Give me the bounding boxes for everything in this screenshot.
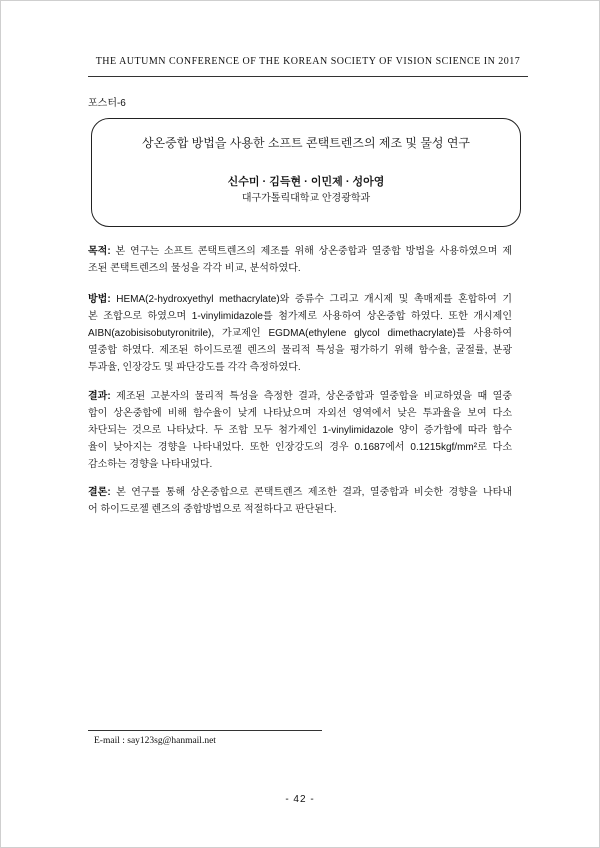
abstract-section-result xyxy=(88,388,512,473)
abstract-section-purpose xyxy=(88,243,512,277)
page-number: - 42 - xyxy=(285,794,315,805)
abstract-line: 합이 상온중합에 비해 함수율이 낮게 나타났으며 자외선 영역에서 낮은 투과율을 보여 다소 xyxy=(88,408,512,419)
footnote-rule xyxy=(88,730,322,731)
conference-header: THE AUTUMN CONFERENCE OF THE KOREAN SOCIETY OF VISION SCIENCE IN 2017 xyxy=(95,56,521,67)
abstract-line-text: HEMA(2-hydroxyethyl methacrylate)와 증류수 그리고 개시제 및 촉매제를 혼합하여 기 xyxy=(116,294,512,305)
section-label-method: 방법: xyxy=(88,294,111,305)
header-rule xyxy=(88,76,528,77)
corresponding-email: E-mail : say123sg@hanmail.net xyxy=(94,736,216,746)
section-label-result: 결과: xyxy=(88,391,111,402)
abstract-line xyxy=(88,388,512,405)
poster-label: 포스터-6 xyxy=(88,98,126,109)
abstract-section-method xyxy=(88,291,512,376)
affiliation: 대구가톨릭대학교 안경광학과 xyxy=(241,193,371,204)
title-box xyxy=(91,118,521,227)
abstract-line: 조된 콘택트렌즈의 물성을 각각 비교, 분석하였다. xyxy=(88,263,301,274)
abstract-line: 감소하는 경향을 나타내었다. xyxy=(88,459,213,470)
abstract-line xyxy=(88,484,512,501)
section-label-purpose: 목적: xyxy=(88,246,111,257)
abstract-line: 차단되는 것으로 나타났다. 두 조합 모두 첨가제인 1-vinylimidazole 양이 증가함에 따라 함수 xyxy=(88,425,512,436)
abstract-line: 열중합 하였다. 제조된 하이드로젤 렌즈의 물리적 특성을 평가하기 위해 함수율, 굴절률, 분광 xyxy=(88,345,512,356)
abstract-line: 율이 낮아지는 경향을 나타내었다. 또한 인장강도의 경우 0.1687에서 0.1215kgf/mm²로 다소 xyxy=(88,442,512,453)
abstract-line-text: 본 연구를 통해 상온중합으로 콘택트렌즈 제조한 결과, 열중합과 비슷한 경향을 나타내 xyxy=(116,487,512,498)
author-list: 신수미 · 김득현 · 이민제 · 성아영 xyxy=(227,176,385,188)
abstract-line: 어 하이드로젤 렌즈의 중합방법으로 적절하다고 판단된다. xyxy=(88,504,337,515)
abstract-line: 투과율, 인장강도 및 파단강도를 각각 측정하였다. xyxy=(88,362,301,373)
abstract-line xyxy=(88,291,512,308)
abstract-line: AIBN(azobisisobutyronitrile), 가교제인 EGDMA(ethylene glycol dimethacrylate)를 사용하여 xyxy=(88,328,512,339)
abstract-line: 본 조합으로 하였으며 1-vinylimidazole를 첨가제로 사용하여 상온중합 하였다. 또한 개시제인 xyxy=(88,311,512,322)
section-label-conclusion: 결론: xyxy=(88,487,111,498)
abstract-line-text: 본 연구는 소프트 콘택트렌즈의 제조를 위해 상온중합과 열중합 방법을 사용하였으며 제 xyxy=(115,246,512,257)
abstract-line xyxy=(88,243,512,260)
abstract-line-text: 제조된 고분자의 물리적 특성을 측정한 결과, 상온중합과 열중합을 비교하였을 때 열중 xyxy=(116,391,512,402)
abstract-section-conclusion xyxy=(88,484,512,518)
paper-title: 상온중합 방법을 사용한 소프트 콘택트렌즈의 제조 및 물성 연구 xyxy=(141,136,471,150)
